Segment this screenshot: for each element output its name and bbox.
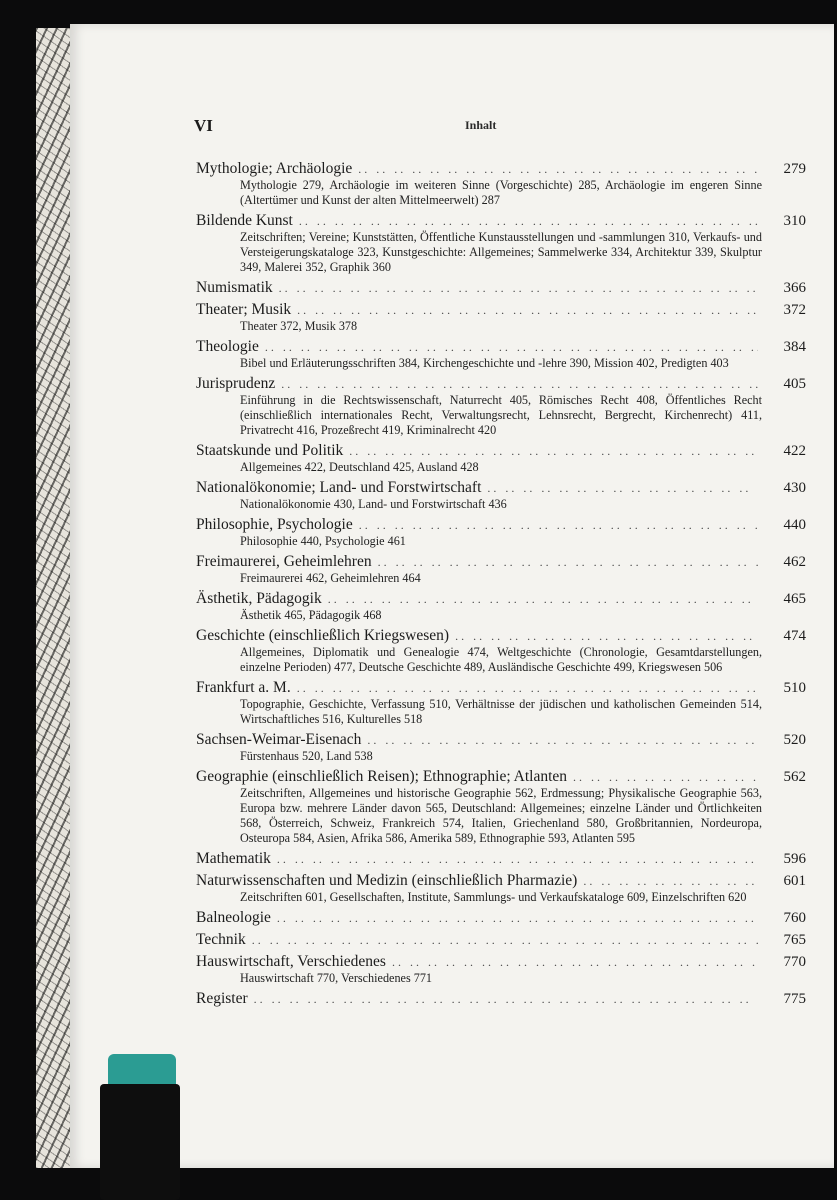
toc-entry-line xyxy=(196,478,806,497)
toc-entry-subtopics: Zeitschriften; Vereine; Kunststätten, Öffentliche Kunstausstellungen und -sammlungen 310, Verkaufs- und Versteigerungskataloge 323, Kunstgeschichte: Allgemeines; Sammelwerke 334, Architektur 339, Skulptur 349, Malerei 352, Graphik 360 xyxy=(240,230,762,274)
toc-entry-page: 366 xyxy=(783,280,806,296)
page-title: Inhalt xyxy=(465,118,497,132)
toc-entry-title: Sachsen-Weimar-Eisenach xyxy=(196,731,362,748)
dot-leader xyxy=(277,852,758,867)
toc-entry-page: 520 xyxy=(783,732,806,748)
toc-entry-page: 601 xyxy=(783,873,806,889)
toc-entry xyxy=(196,589,806,623)
marbled-page-edge xyxy=(36,28,72,1168)
toc-entry-title: Naturwissenschaften und Medizin (einschließlich Pharmazie) xyxy=(196,872,578,889)
toc-entry-title: Hauswirtschaft, Verschiedenes xyxy=(196,953,386,970)
toc-entry-page: 770 xyxy=(783,954,806,970)
toc-entry-subtopics: Fürstenhaus 520, Land 538 xyxy=(240,749,373,763)
toc-entry-line xyxy=(196,952,806,971)
toc-entry-line xyxy=(196,159,806,178)
page-number: VI xyxy=(194,116,213,135)
toc-entry-title: Geographie (einschließlich Reisen); Ethnographie; Atlanten xyxy=(196,768,568,785)
toc-entry-title: Nationalökonomie; Land- und Forstwirtschaft xyxy=(196,479,482,496)
toc-entry-title: Jurisprudenz xyxy=(196,375,276,392)
dot-leader xyxy=(297,303,758,318)
toc-entry-page: 310 xyxy=(783,213,806,229)
toc-entry-subtopics: Einführung in die Rechtswissenschaft, Naturrecht 405, Römisches Recht 408, Öffentliches Recht (einschließlich internationales Recht, Verwaltungsrecht, Lehnsrecht, Bergrecht, Kirchenrecht) 411, Privatrecht 416, Prozeßrecht 419, Kriminalrecht 420 xyxy=(240,393,762,437)
book-page xyxy=(70,24,834,1168)
toc-entry-page: 474 xyxy=(783,628,806,644)
toc-entry-line xyxy=(196,278,806,297)
toc-entry xyxy=(196,930,806,949)
toc-entry-line xyxy=(196,908,806,927)
toc-entry-title: Ästhetik, Pädagogik xyxy=(196,590,322,607)
toc-entry xyxy=(196,952,806,986)
toc-entry-subtopics: Nationalökonomie 430, Land- und Forstwirtschaft 436 xyxy=(240,497,507,511)
toc-entry xyxy=(196,211,806,275)
toc-entry xyxy=(196,730,806,764)
toc-entry-title: Numismatik xyxy=(196,279,273,296)
toc-entry-line xyxy=(196,300,806,319)
toc-entry-subtopics: Theater 372, Musik 378 xyxy=(240,319,358,333)
toc-entry-line xyxy=(196,626,806,645)
toc-entry-subtopics: Topographie, Geschichte, Verfassung 510, Verhältnisse der jüdischen und katholischen Gemeinden 514, Wirtschaftliches 516, Kulturelles 518 xyxy=(240,697,762,726)
toc-entry-title: Mythologie; Archäologie xyxy=(196,160,353,177)
toc-entry-title: Geschichte (einschließlich Kriegswesen) xyxy=(196,627,450,644)
dot-leader xyxy=(378,555,758,570)
dot-leader xyxy=(252,933,758,948)
dot-leader xyxy=(299,214,758,229)
toc-entry-subtopics: Hauswirtschaft 770, Verschiedenes 771 xyxy=(240,971,433,985)
clip-body xyxy=(100,1084,180,1200)
page-header xyxy=(70,116,834,136)
toc-entry-line xyxy=(196,930,806,949)
toc-entry xyxy=(196,441,806,475)
toc-entry-title: Technik xyxy=(196,931,246,948)
toc-entry-subtopics: Zeitschriften 601, Gesellschaften, Institute, Sammlungs- und Verkaufskataloge 609, Einzelschriften 620 xyxy=(240,890,747,904)
toc-entry xyxy=(196,478,806,512)
toc-entry-page: 405 xyxy=(783,376,806,392)
toc-entry-page: 775 xyxy=(783,991,806,1007)
toc-entry-page: 510 xyxy=(783,680,806,696)
toc-entry xyxy=(196,552,806,586)
toc-entry xyxy=(196,159,806,208)
toc-entry xyxy=(196,626,806,675)
dot-leader xyxy=(455,629,758,644)
table-of-contents xyxy=(196,159,806,1011)
toc-entry-line xyxy=(196,849,806,868)
toc-entry-subtopics: Allgemeines, Diplomatik und Genealogie 474, Weltgeschichte (Chronologie, Gesamtdarstellungen, einzelne Perioden) 477, Deutsche Geschichte 489, Ausländische Geschichte 499, Kriegswesen 506 xyxy=(240,645,762,674)
toc-entry-line xyxy=(196,589,806,608)
toc-entry xyxy=(196,278,806,297)
toc-entry xyxy=(196,374,806,438)
toc-entry-line xyxy=(196,678,806,697)
dot-leader xyxy=(254,992,758,1007)
toc-entry-title: Theologie xyxy=(196,338,259,355)
toc-entry-line xyxy=(196,441,806,460)
dot-leader xyxy=(349,444,758,459)
toc-entry-page: 422 xyxy=(783,443,806,459)
toc-entry-subtopics: Freimaurerei 462, Geheimlehren 464 xyxy=(240,571,421,585)
toc-entry-page: 440 xyxy=(783,517,806,533)
toc-entry xyxy=(196,871,806,905)
toc-entry-line xyxy=(196,337,806,356)
toc-entry-page: 562 xyxy=(783,769,806,785)
toc-entry-page: 596 xyxy=(783,851,806,867)
toc-entry-line xyxy=(196,871,806,890)
toc-entry-title: Balneologie xyxy=(196,909,271,926)
toc-entry-page: 372 xyxy=(783,302,806,318)
toc-entry xyxy=(196,337,806,371)
toc-entry xyxy=(196,849,806,868)
dot-leader xyxy=(573,770,758,785)
dot-leader xyxy=(359,518,758,533)
toc-entry-line xyxy=(196,515,806,534)
toc-entry-page: 760 xyxy=(783,910,806,926)
toc-entry-title: Register xyxy=(196,990,248,1007)
toc-entry-title: Philosophie, Psychologie xyxy=(196,516,353,533)
toc-entry-title: Freimaurerei, Geheimlehren xyxy=(196,553,372,570)
toc-entry-subtopics: Zeitschriften, Allgemeines und historische Geographie 562, Erdmessung; Physikalische Geographie 563, Europa bzw. mehrere Länder davon 565, Deutschland: Allgemeines; einzelne Länder und Örtlichkeiten 568, Österreich, Schweiz, Frankreich 574, Italien, Griechenland 580, Großbritannien, Nordeuropa, Osteuropa 584, Asien, Afrika 586, Amerika 589, Ethnographie 593, Atlanten 595 xyxy=(240,786,762,845)
toc-entry-subtopics: Allgemeines 422, Deutschland 425, Ausland 428 xyxy=(240,460,479,474)
toc-entry-page: 430 xyxy=(783,480,806,496)
toc-entry-subtopics: Mythologie 279, Archäologie im weiteren Sinne (Vorgeschichte) 285, Archäologie im engeren Sinne (Altertümer und Kunst der alten Mittelmeerwelt) 287 xyxy=(240,178,762,207)
dot-leader xyxy=(358,162,758,177)
dot-leader xyxy=(392,955,758,970)
dot-leader xyxy=(265,340,758,355)
toc-entry-title: Theater; Musik xyxy=(196,301,292,318)
dot-leader xyxy=(281,377,758,392)
toc-entry-subtopics: Philosophie 440, Psychologie 461 xyxy=(240,534,406,548)
dot-leader xyxy=(487,481,758,496)
toc-entry xyxy=(196,678,806,727)
toc-entry-line xyxy=(196,767,806,786)
dot-leader xyxy=(279,281,758,296)
toc-entry-page: 279 xyxy=(783,161,806,177)
toc-entry-line xyxy=(196,730,806,749)
toc-entry-line xyxy=(196,211,806,230)
toc-entry xyxy=(196,767,806,846)
toc-entry-title: Bildende Kunst xyxy=(196,212,293,229)
toc-entry-title: Frankfurt a. M. xyxy=(196,679,291,696)
toc-entry-subtopics: Bibel und Erläuterungsschriften 384, Kirchengeschichte und -lehre 390, Mission 402, Predigten 403 xyxy=(240,356,729,370)
page-clip xyxy=(100,1054,182,1200)
toc-entry-subtopics: Ästhetik 465, Pädagogik 468 xyxy=(240,608,382,622)
toc-entry xyxy=(196,908,806,927)
dot-leader xyxy=(328,592,758,607)
toc-entry xyxy=(196,989,806,1008)
toc-entry-title: Mathematik xyxy=(196,850,271,867)
toc-entry xyxy=(196,300,806,334)
toc-entry-page: 465 xyxy=(783,591,806,607)
dot-leader xyxy=(297,681,758,696)
dot-leader xyxy=(367,733,758,748)
toc-entry-page: 462 xyxy=(783,554,806,570)
clip-handle xyxy=(108,1054,176,1088)
toc-entry-line xyxy=(196,989,806,1008)
dot-leader xyxy=(583,874,758,889)
toc-entry-page: 384 xyxy=(783,339,806,355)
toc-entry-line xyxy=(196,374,806,393)
toc-entry-title: Staatskunde und Politik xyxy=(196,442,344,459)
toc-entry-line xyxy=(196,552,806,571)
dot-leader xyxy=(277,911,758,926)
toc-entry-page: 765 xyxy=(783,932,806,948)
toc-entry xyxy=(196,515,806,549)
